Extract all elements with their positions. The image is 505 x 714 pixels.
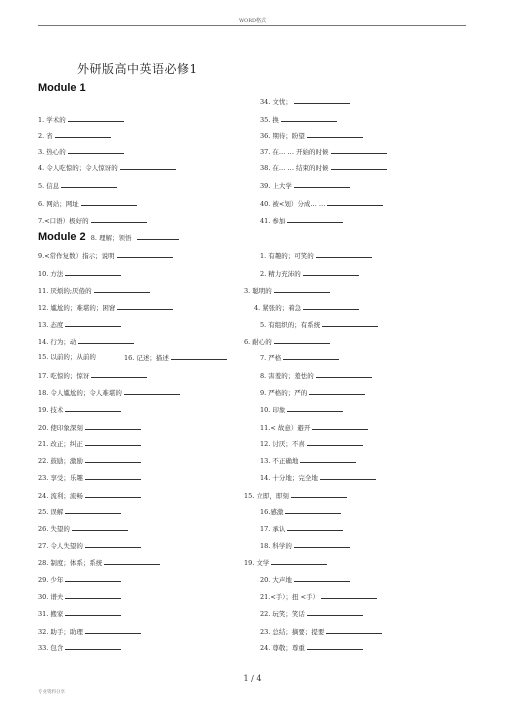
vocab-item	[260, 269, 359, 278]
vocab-prompt: 17. 吃惊的；惊讶	[38, 372, 90, 380]
answer-blank[interactable]	[65, 609, 121, 616]
vocab-prompt: 36. 期待；盼望	[260, 132, 305, 140]
vocab-item	[38, 320, 121, 329]
vocab-prompt: 14. 行为；动	[38, 338, 77, 346]
vocab-prompt: 39. 上大学	[260, 182, 292, 190]
vocab-item	[38, 627, 141, 636]
vocab-prompt: 26. 失望的	[38, 525, 70, 533]
answer-blank[interactable]	[285, 507, 341, 514]
answer-blank[interactable]	[81, 199, 137, 206]
vocab-prompt: 1. 有趣的；可笑的	[260, 252, 314, 260]
answer-blank[interactable]	[117, 303, 173, 310]
answer-blank[interactable]	[65, 269, 121, 276]
vocab-item	[38, 216, 147, 225]
vocab-prompt: 22. 玩笑；笑话	[260, 610, 305, 618]
vocab-item	[260, 541, 350, 550]
vocab-prompt: 9. 严格的；严的	[260, 389, 308, 397]
answer-blank[interactable]	[137, 233, 179, 240]
answer-blank[interactable]	[274, 286, 330, 293]
vocab-prompt: 28. 制度；体系；系统	[38, 559, 103, 567]
answer-blank[interactable]	[294, 181, 350, 188]
vocab-item	[38, 643, 121, 652]
answer-blank[interactable]	[85, 423, 141, 430]
vocab-prompt: 4. 令人吃惊的；令人惊讶的	[38, 164, 118, 172]
vocab-prompt: 15. 立即，即刻	[244, 492, 289, 500]
vocab-prompt: 10. 印象	[260, 406, 286, 414]
vocab-item	[260, 199, 383, 208]
vocab-prompt: 12. 尴尬的；难堪的；困窘	[38, 304, 116, 312]
vocab-item	[38, 251, 173, 260]
answer-blank[interactable]	[68, 147, 124, 154]
vocab-item	[38, 507, 121, 516]
vocab-item	[260, 163, 387, 172]
vocab-item	[38, 163, 176, 172]
answer-blank[interactable]	[65, 507, 121, 514]
vocab-prompt: 40. 被<划）分成… …	[260, 200, 326, 208]
vocab-item	[260, 97, 350, 106]
answer-blank[interactable]	[327, 199, 383, 206]
answer-blank[interactable]	[85, 491, 141, 498]
answer-blank[interactable]	[94, 286, 150, 293]
vocab-prompt: 41. 参加	[260, 217, 286, 225]
vocab-prompt: 22. 鼓励；激励	[38, 457, 83, 465]
vocab-prompt: 23. 享受；乐趣	[38, 474, 83, 482]
vocab-item	[260, 181, 350, 190]
vocab-item	[244, 491, 347, 500]
vocab-prompt: 2. 省	[38, 132, 53, 140]
vocab-item	[260, 405, 343, 414]
vocab-item	[38, 541, 141, 550]
vocab-item	[38, 353, 96, 361]
answer-blank[interactable]	[307, 609, 363, 616]
module-1-heading	[38, 82, 86, 94]
answer-blank[interactable]	[331, 147, 387, 154]
answer-blank[interactable]	[117, 251, 173, 258]
vocab-item	[38, 575, 121, 584]
answer-blank[interactable]	[91, 371, 147, 378]
vocab-item	[38, 558, 160, 567]
answer-blank[interactable]	[65, 575, 121, 582]
vocab-item	[38, 592, 121, 601]
vocab-prompt: 11. 厌烦的;厌倦的	[38, 287, 92, 295]
vocab-prompt: 20. 大声地	[260, 576, 292, 584]
vocab-prompt: 10. 方法	[38, 270, 64, 278]
vocab-item	[260, 320, 378, 329]
vocab-item	[38, 337, 134, 346]
vocab-item	[260, 371, 372, 380]
answer-blank[interactable]	[312, 423, 368, 430]
answer-blank[interactable]	[104, 558, 160, 565]
answer-blank[interactable]	[294, 541, 350, 548]
answer-blank[interactable]	[85, 439, 141, 446]
answer-blank[interactable]	[316, 251, 372, 258]
vocab-item	[260, 456, 356, 465]
answer-blank[interactable]	[85, 627, 141, 634]
answer-blank[interactable]	[65, 405, 121, 412]
vocab-item	[38, 473, 141, 482]
answer-blank[interactable]	[281, 115, 337, 122]
vocab-item	[244, 558, 327, 567]
vocab-item	[260, 388, 365, 397]
vocab-prompt: 17. 承认	[260, 525, 286, 533]
module-2-label: Module 2	[38, 231, 86, 243]
vocab-prompt: 13. 不正确地	[260, 457, 299, 465]
answer-blank[interactable]	[331, 163, 387, 170]
vocab-prompt: 20. 使印象深刻	[38, 424, 83, 432]
vocab-prompt: 1. 学术的	[38, 116, 66, 124]
vocab-prompt: 12. 讨厌；不喜	[260, 440, 305, 448]
answer-blank[interactable]	[294, 575, 350, 582]
answer-blank[interactable]	[287, 216, 343, 223]
vocab-item	[260, 131, 363, 140]
vocab-item	[38, 147, 124, 156]
vocab-item	[260, 592, 377, 601]
answer-blank[interactable]	[120, 163, 176, 170]
vocab-prompt: 18. 令人尴尬的；令人难堪的	[38, 389, 122, 397]
vocab-prompt: 18. 科学的	[260, 542, 292, 550]
module-2-first-item: 8. 理解；领悟	[90, 234, 132, 242]
answer-blank[interactable]	[307, 131, 363, 138]
answer-blank[interactable]	[322, 320, 378, 327]
vocab-item	[38, 405, 121, 414]
vocab-prompt: 7. 严格	[260, 354, 282, 362]
answer-blank[interactable]	[300, 456, 356, 463]
vocab-item	[260, 627, 382, 636]
vocab-prompt: 37. 在… … 开始的时候	[260, 148, 329, 156]
vocab-prompt: 16. 记述；描述	[124, 354, 169, 362]
answer-blank[interactable]	[291, 491, 347, 498]
vocab-item	[38, 181, 117, 190]
page-number: 1 / 4	[243, 674, 262, 683]
answer-blank[interactable]	[65, 592, 121, 599]
answer-blank[interactable]	[287, 524, 343, 531]
answer-blank[interactable]	[65, 643, 121, 650]
vocab-prompt: 6. 耐心的	[244, 338, 272, 346]
module-1-label: Module 1	[38, 82, 86, 94]
vocab-item	[244, 337, 330, 346]
vocab-prompt: 35. 换	[260, 116, 279, 124]
vocab-prompt: 27. 令人失望的	[38, 542, 83, 550]
vocab-item	[260, 115, 337, 124]
vocab-item	[38, 388, 180, 397]
header-rule	[38, 25, 466, 26]
answer-blank[interactable]	[307, 643, 363, 650]
answer-blank[interactable]	[303, 303, 359, 310]
page-header: WORD格式	[238, 18, 266, 24]
vocab-item	[38, 115, 124, 124]
answer-blank[interactable]	[85, 541, 141, 548]
vocab-item	[38, 371, 147, 380]
vocab-prompt: 19. 文学	[244, 559, 270, 567]
answer-blank[interactable]	[287, 405, 343, 412]
vocab-prompt: 16.感激	[260, 508, 284, 516]
vocab-prompt: 34. 文忧；	[260, 98, 292, 106]
answer-blank[interactable]	[65, 320, 121, 327]
vocab-prompt: 19. 技术	[38, 406, 64, 414]
vocab-prompt: 21. 改正；纠正	[38, 440, 83, 448]
vocab-prompt: 33. 包含	[38, 644, 64, 652]
vocab-item	[38, 303, 173, 312]
vocab-prompt: 11.< 故意）避开	[260, 424, 311, 432]
answer-blank[interactable]	[307, 439, 363, 446]
vocab-item	[38, 423, 141, 432]
answer-blank[interactable]	[72, 524, 128, 531]
vocab-item	[38, 524, 128, 533]
vocab-prompt: 4. 紧张的；着急	[254, 304, 302, 312]
answer-blank[interactable]	[271, 558, 327, 565]
vocab-prompt: 23. 总结；摘要；提要	[260, 628, 325, 636]
vocab-prompt: 25. 误解	[38, 508, 64, 516]
vocab-prompt: 7.<口语）极好的	[38, 217, 89, 225]
answer-blank[interactable]	[61, 181, 117, 188]
vocab-prompt: 15. 以前的；从前的	[38, 353, 96, 361]
vocab-item	[38, 131, 111, 140]
vocab-prompt: 3. 聪明的	[244, 287, 272, 295]
vocab-prompt: 24. 尊敬；尊重	[260, 644, 305, 652]
answer-blank[interactable]	[68, 115, 124, 122]
vocab-item	[244, 286, 330, 295]
vocab-prompt: 24. 流利；流畅	[38, 492, 83, 500]
vocab-prompt: 38. 在… … 结束的时候	[260, 164, 329, 172]
module-2-heading	[38, 231, 179, 243]
vocab-item	[38, 609, 121, 618]
answer-blank[interactable]	[55, 131, 111, 138]
vocab-item	[260, 643, 363, 652]
vocab-item	[260, 439, 363, 448]
vocab-prompt: 30. 谱夫	[38, 593, 64, 601]
answer-blank[interactable]	[85, 456, 141, 463]
vocab-item	[38, 456, 141, 465]
vocab-prompt: 14. 十分地；完全地	[260, 474, 318, 482]
vocab-item	[38, 491, 141, 500]
answer-blank[interactable]	[320, 473, 376, 480]
vocab-prompt: 2. 精力充沛的	[260, 270, 301, 278]
vocab-item	[260, 575, 350, 584]
answer-blank[interactable]	[85, 473, 141, 480]
vocab-prompt: 8. 害羞的；羞怯的	[260, 372, 314, 380]
vocab-item	[260, 216, 343, 225]
vocab-prompt: 5. 有组织的；有系统	[260, 321, 321, 329]
document-title: 外研版高中英语必修1	[77, 62, 198, 76]
vocab-item	[260, 423, 368, 432]
answer-blank[interactable]	[171, 353, 227, 360]
answer-blank[interactable]	[309, 388, 365, 395]
vocab-prompt: 3. 热心的	[38, 148, 66, 156]
vocab-item	[260, 524, 343, 533]
answer-blank[interactable]	[316, 371, 372, 378]
vocab-item	[260, 473, 376, 482]
vocab-item	[124, 353, 227, 362]
vocab-item	[38, 439, 141, 448]
answer-blank[interactable]	[78, 337, 134, 344]
vocab-prompt: 32. 助手；助理	[38, 628, 83, 636]
answer-blank[interactable]	[124, 388, 180, 395]
vocab-prompt: 29. 少年	[38, 576, 64, 584]
vocab-item	[38, 199, 137, 208]
vocab-item	[260, 507, 341, 516]
vocab-prompt: 5. 信息	[38, 182, 60, 190]
vocab-prompt: 13. 态度	[38, 321, 64, 329]
answer-blank[interactable]	[303, 269, 359, 276]
vocab-prompt: 9.<常作复数）指示；说明	[38, 252, 115, 260]
vocab-prompt: 21.<手）；扭 <手）	[260, 593, 320, 601]
vocab-prompt: 31. 搬家	[38, 610, 64, 618]
vocab-item	[260, 251, 372, 260]
answer-blank[interactable]	[91, 216, 147, 223]
page-footnote: 专业资料分享	[38, 690, 65, 695]
answer-blank[interactable]	[321, 592, 377, 599]
vocab-item	[260, 609, 363, 618]
vocab-item	[260, 353, 339, 362]
answer-blank[interactable]	[283, 353, 339, 360]
answer-blank[interactable]	[274, 337, 330, 344]
answer-blank[interactable]	[294, 97, 350, 104]
vocab-item	[254, 303, 359, 312]
vocab-item	[38, 286, 150, 295]
vocab-item	[38, 269, 121, 278]
vocab-item	[260, 147, 387, 156]
vocab-prompt: 6. 网站；网址	[38, 200, 79, 208]
answer-blank[interactable]	[326, 627, 382, 634]
